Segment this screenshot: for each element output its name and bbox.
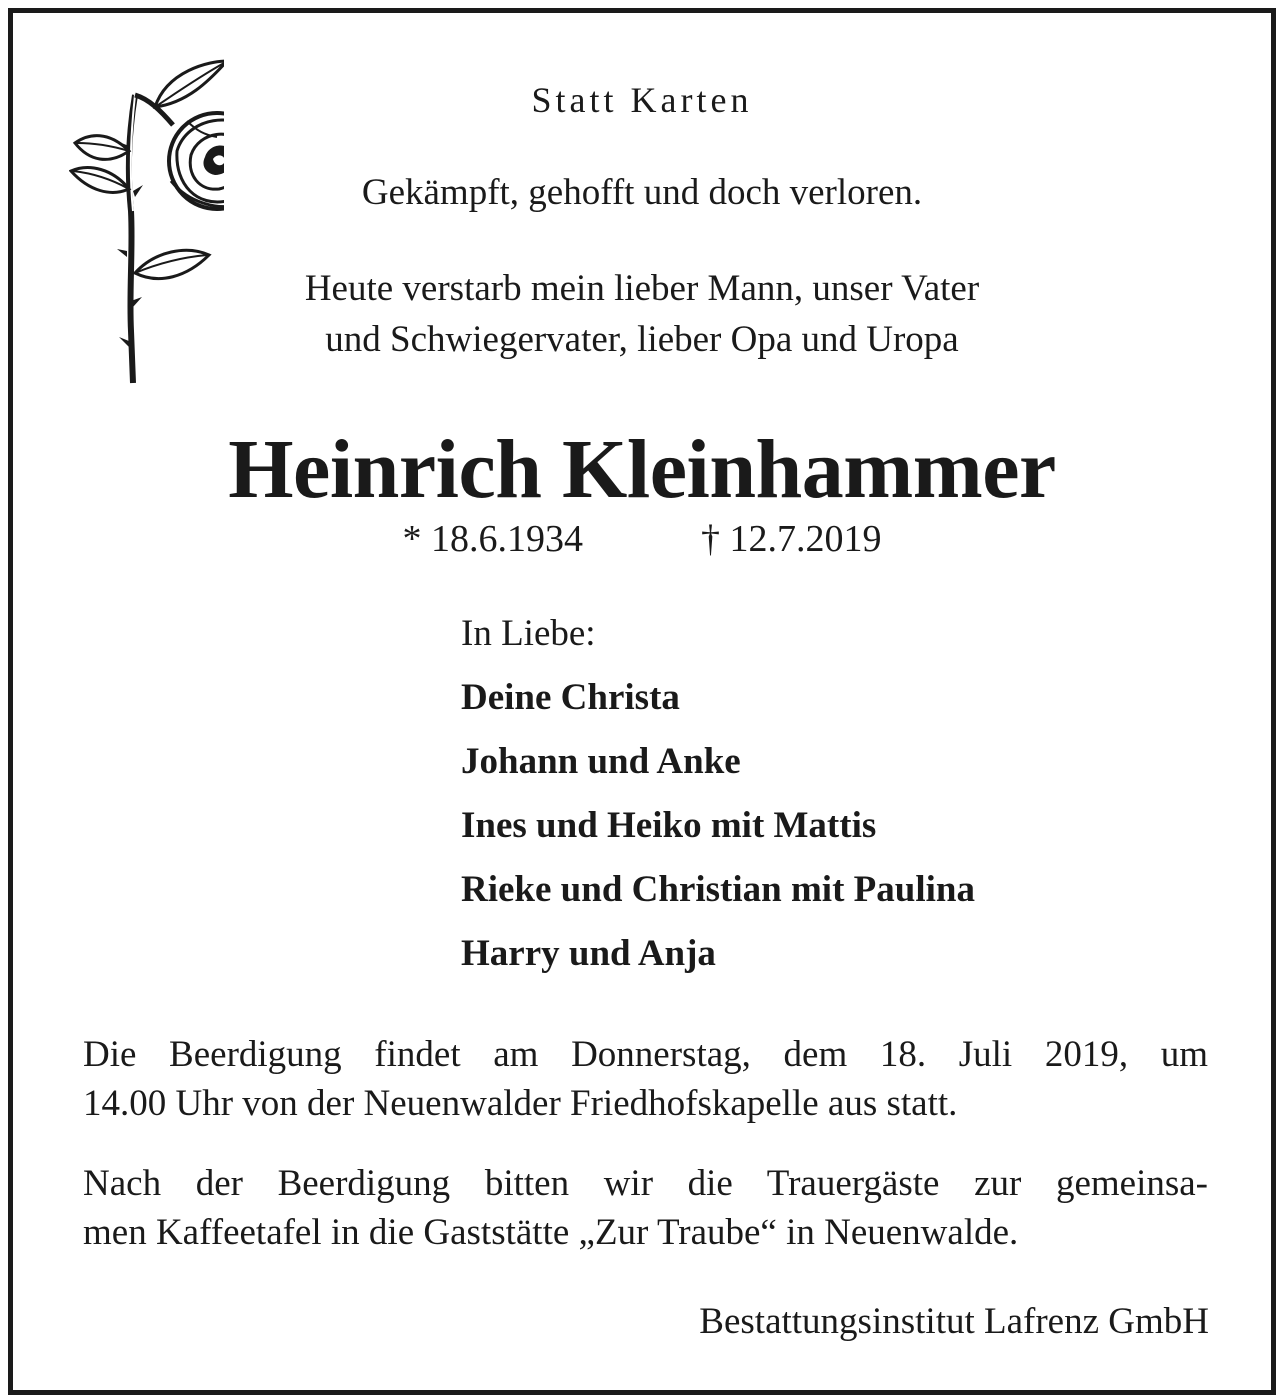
mourners-label: In Liebe: bbox=[461, 613, 596, 654]
death-date: † 12.7.2019 bbox=[701, 518, 882, 560]
mourner-name: Ines und Heiko mit Mattis bbox=[461, 805, 877, 846]
funeral-line: 14.00 Uhr von der Neuenwalder Friedhofskapelle aus statt. bbox=[83, 1083, 958, 1124]
notice-motto: Gekämpft, gehofft und doch verloren. bbox=[361, 172, 923, 213]
undertaker-name: Bestattungsinstitut Lafrenz GmbH bbox=[699, 1301, 1209, 1342]
intro-line: und Schwiegervater, lieber Opa und Uropa bbox=[325, 319, 959, 360]
intro-line: Heute verstarb mein lieber Mann, unser Vater bbox=[304, 268, 980, 309]
notice-heading: Statt Karten bbox=[531, 80, 753, 120]
obituary-notice bbox=[8, 8, 1276, 1395]
life-dates bbox=[13, 517, 1271, 561]
notice-intro bbox=[13, 263, 1271, 365]
reception-line: men Kaffeetafel in die Gaststätte „Zur Traube“ in Neuenwalde. bbox=[83, 1212, 1019, 1253]
mourner-name: Deine Christa bbox=[461, 677, 680, 718]
mourners-block bbox=[461, 613, 975, 997]
mourner-name: Johann und Anke bbox=[461, 741, 741, 782]
mourner-name: Rieke und Christian mit Paulina bbox=[461, 869, 975, 910]
reception-details bbox=[83, 1159, 1208, 1257]
reception-line: Nach der Beerdigung bitten wir die Trauergäste zur gemeinsa- bbox=[83, 1163, 1208, 1204]
deceased-name: Heinrich Kleinhammer bbox=[228, 423, 1056, 516]
mourner-name: Harry und Anja bbox=[461, 933, 716, 974]
funeral-line: Die Beerdigung findet am Donnerstag, dem 18. Juli 2019, um bbox=[83, 1034, 1208, 1075]
birth-date: * 18.6.1934 bbox=[402, 518, 583, 560]
funeral-details bbox=[83, 1030, 1208, 1128]
